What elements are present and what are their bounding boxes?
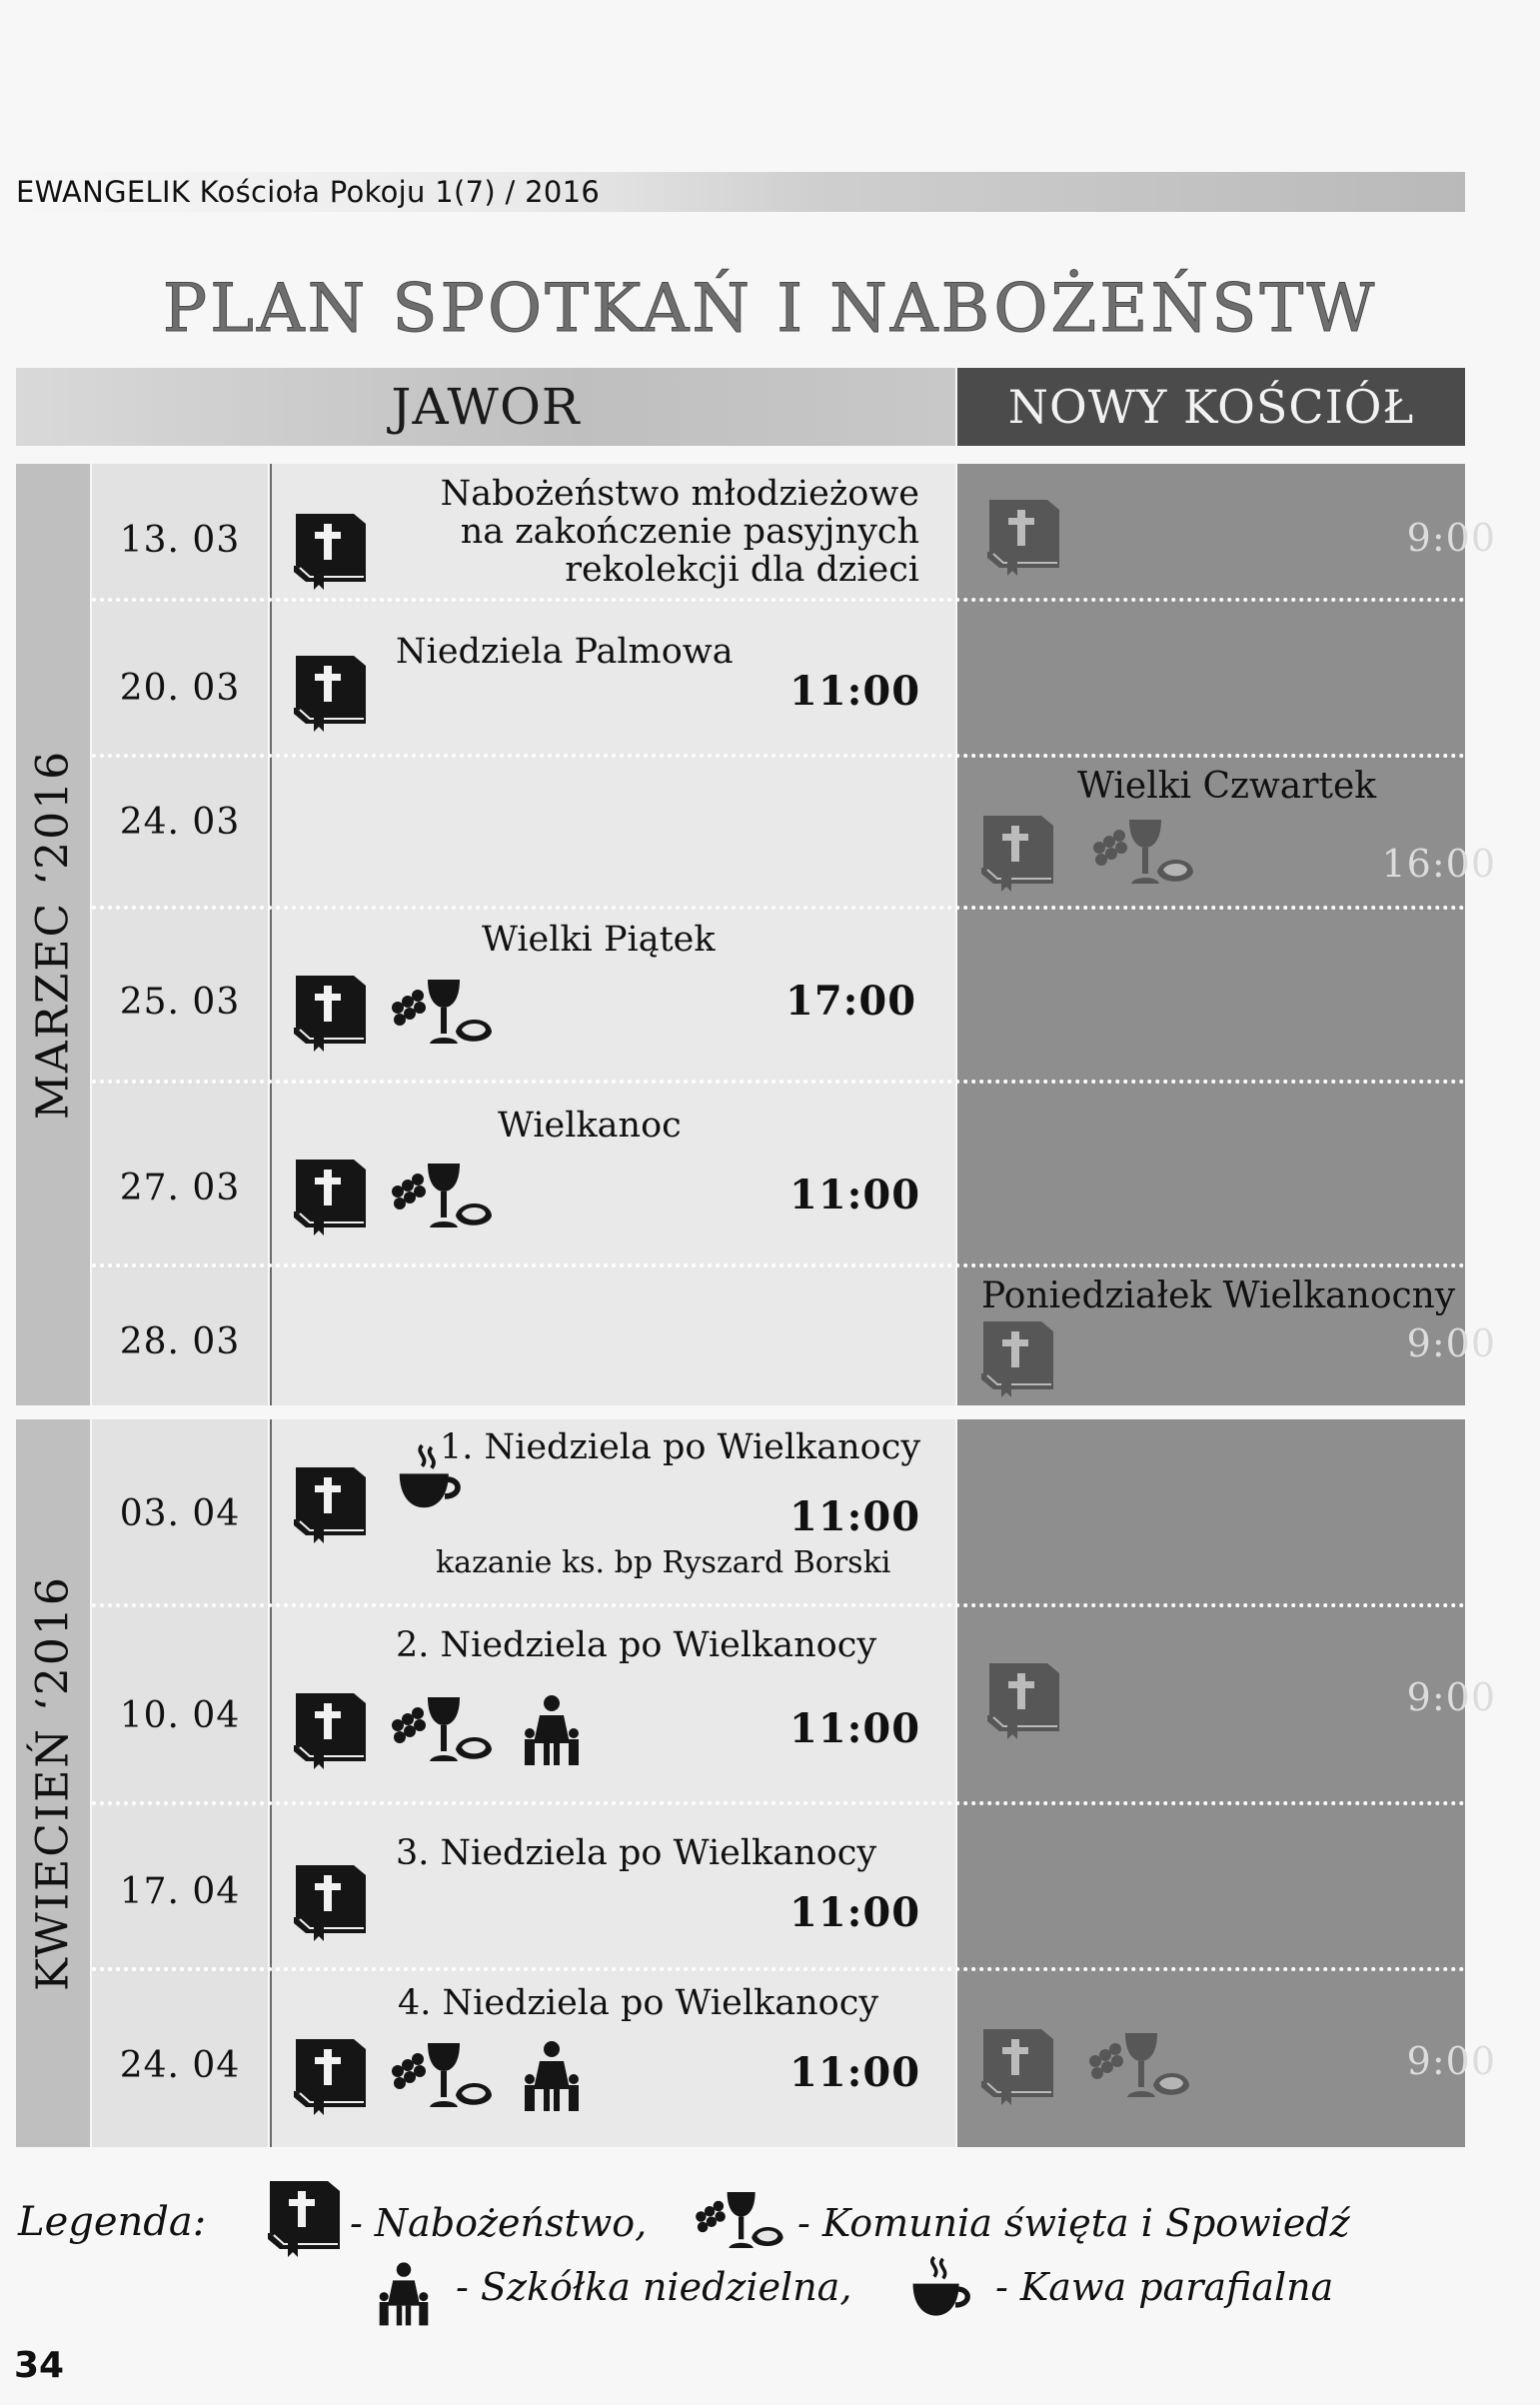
- nowy-title: Wielki Czwartek: [1077, 766, 1377, 807]
- jawor-time: 11:00: [789, 1172, 921, 1218]
- bible-icon: [290, 1463, 370, 1543]
- row-title-line: rekolekcji dla dzieci: [565, 549, 919, 590]
- row-divider: [92, 1967, 1465, 1971]
- bible-icon: [290, 510, 370, 590]
- communion-icon: [386, 1689, 496, 1769]
- row-preacher: kazanie ks. bp Ryszard Borski: [436, 1545, 891, 1580]
- sunday-school-icon: [522, 1689, 582, 1769]
- bible-icon: [290, 652, 370, 732]
- row-title: Wielki Piątek: [482, 920, 716, 960]
- bible-icon: [290, 972, 370, 1052]
- communion-icon: [386, 1156, 496, 1235]
- row-divider: [92, 1603, 1465, 1607]
- row-date: 17. 04: [119, 1871, 241, 1912]
- nowy-time: 9:00: [1406, 516, 1496, 560]
- row-divider: [92, 906, 1465, 910]
- row-divider: [92, 1801, 1465, 1805]
- month-label-april: KWIECIEŃ ‘2016: [27, 1575, 79, 1991]
- row-date: 28. 03: [119, 1321, 241, 1362]
- jawor-time: 11:00: [789, 668, 921, 715]
- communion-icon: [386, 972, 496, 1052]
- jawor-time: 11:00: [789, 1493, 921, 1540]
- jawor-time: 11:00: [789, 1705, 921, 1752]
- bible-icon: [290, 1689, 370, 1769]
- column-header-jawor: JAWOR: [16, 368, 955, 446]
- communion-icon: [1083, 2025, 1193, 2105]
- sunday-school-icon: [374, 2257, 434, 2329]
- row-title: 2. Niedziela po Wielkanocy: [396, 1625, 877, 1665]
- legend-sunday-school: - Szkółka niedzielna,: [456, 2265, 852, 2309]
- row-divider: [92, 1080, 1465, 1084]
- legend-label: Legenda:: [18, 2199, 207, 2245]
- row-date: 20. 03: [119, 668, 241, 709]
- bible-icon: [290, 2035, 370, 2115]
- sunday-school-icon: [522, 2035, 582, 2115]
- row-title: Niedziela Palmowa: [396, 632, 734, 672]
- row-title: [380, 476, 919, 589]
- running-head-text: EWANGELIK Kościoła Pokoju 1(7) / 2016: [16, 175, 601, 209]
- row-title: 1. Niedziela po Wielkanocy: [440, 1427, 921, 1467]
- page-number: 34: [14, 2345, 65, 2386]
- row-date: 27. 03: [119, 1168, 241, 1208]
- page-title: PLAN SPOTKAŃ I NABOŻEŃSTW: [162, 270, 1378, 347]
- row-date: 24. 03: [119, 802, 241, 843]
- row-title: Wielkanoc: [498, 1106, 682, 1146]
- month-band-march: [16, 464, 90, 1405]
- row-divider: [92, 598, 1465, 602]
- row-title: 3. Niedziela po Wielkanocy: [396, 1833, 877, 1873]
- bible-icon: [290, 1861, 370, 1941]
- legend-coffee: - Kawa parafialna: [995, 2265, 1334, 2309]
- nowy-time: 9:00: [1406, 1321, 1496, 1365]
- nowy-time: 9:00: [1406, 2039, 1496, 2083]
- row-title: 4. Niedziela po Wielkanocy: [398, 1983, 879, 2023]
- jawor-time: 11:00: [789, 1889, 921, 1936]
- row-divider: [92, 1263, 1465, 1267]
- bible-icon: [983, 1659, 1063, 1739]
- month-label-march: MARZEC ‘2016: [27, 749, 79, 1121]
- communion-icon: [684, 2185, 793, 2255]
- row-date: 24. 04: [119, 2045, 241, 2086]
- bible-icon: [290, 1156, 370, 1235]
- jawor-time: 11:00: [789, 2049, 921, 2096]
- nowy-time: 9:00: [1406, 1675, 1496, 1719]
- coffee-icon: [909, 2253, 971, 2325]
- month-band-april: [16, 1419, 90, 2147]
- row-date: 10. 04: [119, 1695, 241, 1736]
- nowy-title: Poniedziałek Wielkanocny: [981, 1275, 1456, 1316]
- bible-icon: [264, 2177, 344, 2257]
- communion-icon: [1087, 812, 1197, 892]
- column-divider: [270, 1419, 272, 2147]
- bible-icon: [977, 1317, 1057, 1397]
- month-separator: [16, 1405, 1465, 1419]
- legend-communion: - Komunia święta i Spowiedź: [797, 2201, 1350, 2245]
- bible-icon: [977, 812, 1057, 892]
- row-divider: [92, 754, 1465, 758]
- column-header-nowy-kosciol: NOWY KOŚCIÓŁ: [957, 368, 1465, 446]
- nowy-time: 16:00: [1381, 842, 1496, 886]
- bible-icon: [983, 496, 1063, 576]
- legend-service: - Nabożeństwo,: [350, 2201, 648, 2245]
- running-head: [14, 172, 1465, 212]
- row-title-line: na zakończenie pasyjnych: [460, 511, 919, 552]
- row-date: 13. 03: [119, 520, 241, 561]
- row-title-line: Nabożeństwo młodzieżowe: [440, 474, 919, 514]
- jawor-time: 17:00: [785, 978, 917, 1025]
- bible-icon: [977, 2025, 1057, 2105]
- row-date: 03. 04: [119, 1493, 241, 1534]
- row-date: 25. 03: [119, 982, 241, 1023]
- communion-icon: [386, 2035, 496, 2115]
